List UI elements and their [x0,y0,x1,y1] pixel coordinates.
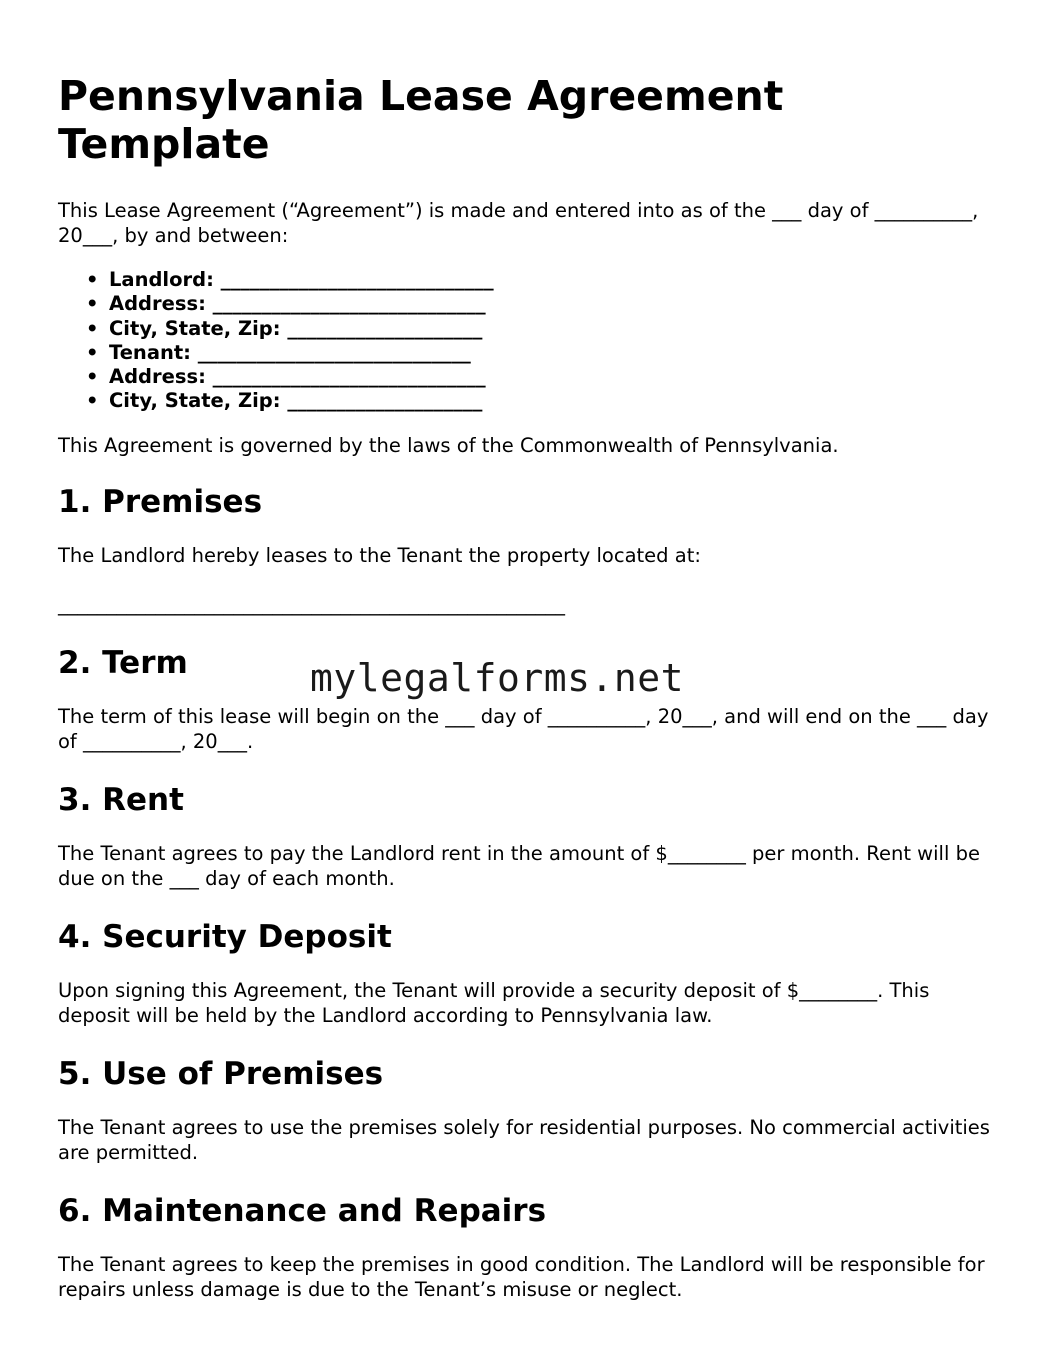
section-text-rent: The Tenant agrees to pay the Landlord rent in the amount of $________ per month. Rent will be due on the ___ day of each month. [58,842,980,890]
premises-address-blank: ____________________________________________________ [58,592,565,616]
document-title: Pennsylvania Lease Agreement Template [58,72,784,168]
party-landlord-address: • Address: ____________________________ [109,292,998,316]
watermark: mylegalforms.net [310,656,685,700]
section-text-maintenance: The Tenant agrees to keep the premises in good condition. The Landlord will be responsible for repairs unless damage is due to the Tenant’s misuse or neglect. [58,1253,985,1301]
party-tenant: • Tenant: ____________________________ [109,341,998,365]
intro-paragraph: This Lease Agreement (“Agreement”) is made and entered into as of the ___ day of __________, 20___, by and between: [58,199,979,247]
section-heading-use-of-premises: 5. Use of Premises [58,1056,384,1093]
section-heading-term: 2. Term [58,645,188,682]
governing-law-paragraph: This Agreement is governed by the laws of the Commonwealth of Pennsylvania. [58,433,839,457]
section-heading-rent: 3. Rent [58,782,184,819]
section-text-term: The term of this lease will begin on the ___ day of __________, 20___, and will end on the ___ day of __________, 20___. [58,705,989,753]
party-landlord: • Landlord: ____________________________ [109,268,998,292]
section-heading-premises: 1. Premises [58,484,263,521]
party-landlord-city-state-zip: • City, State, Zip: ____________________ [109,317,998,341]
section-heading-security-deposit: 4. Security Deposit [58,919,392,956]
party-tenant-city-state-zip: • City, State, Zip: ____________________ [109,389,998,413]
party-tenant-address: • Address: ____________________________ [109,365,998,389]
section-text-premises: The Landlord hereby leases to the Tenant the property located at: [58,544,701,568]
document-page [58,72,998,1329]
section-heading-maintenance: 6. Maintenance and Repairs [58,1193,547,1230]
section-text-use-of-premises: The Tenant agrees to use the premises solely for residential purposes. No commercial activities are permitted. [58,1116,990,1164]
parties-list [58,268,998,414]
section-text-security-deposit: Upon signing this Agreement, the Tenant will provide a security deposit of $________. This deposit will be held by the Landlord according to Pennsylvania law. [58,979,930,1027]
